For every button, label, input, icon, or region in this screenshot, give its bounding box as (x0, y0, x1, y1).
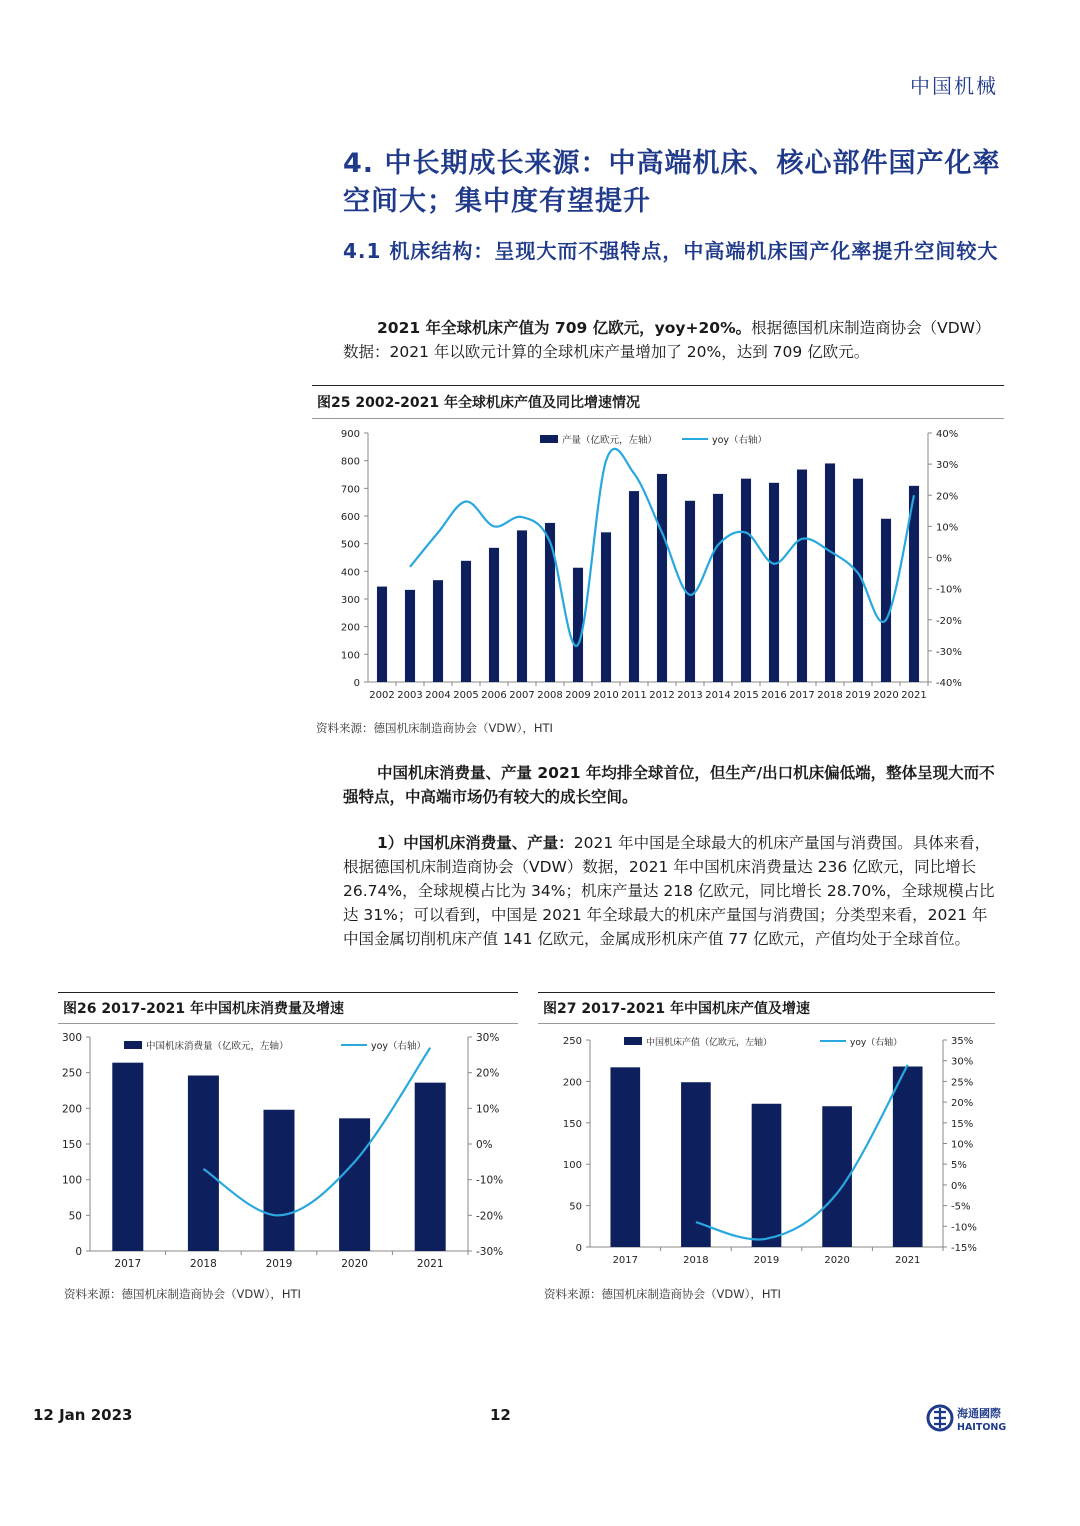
x-tick-label: 2019 (845, 690, 871, 701)
right-tick-label: 5% (951, 1160, 967, 1172)
x-tick-label: 2021 (894, 1255, 921, 1266)
right-tick-label: -30% (936, 646, 962, 658)
haitong-logo (925, 1400, 1015, 1436)
paragraph-lead: 2021 年全球机床产值为 709 亿欧元，yoy+20%。 (377, 319, 752, 337)
bar-2007 (517, 530, 527, 682)
right-tick-label: 40% (936, 429, 959, 440)
left-tick-label: 200 (61, 1103, 82, 1116)
right-tick-label: 0% (476, 1139, 493, 1151)
right-tick-label: 25% (951, 1077, 974, 1089)
x-tick-label: 2020 (341, 1258, 368, 1270)
right-tick-label: 30% (936, 460, 959, 472)
figure-25-source: 资料来源：德国机床制造商协会（VDW），HTI (316, 721, 553, 735)
bar-2004 (433, 580, 443, 682)
legend-bar-swatch (540, 435, 558, 443)
figure-26-title-bar (58, 992, 518, 1024)
x-tick-label: 2020 (873, 690, 899, 701)
bar-2020 (881, 519, 891, 682)
report-category: 中国机械 (910, 74, 998, 98)
paragraph-lead: 1）中国机床消费量、产量： (377, 834, 574, 852)
x-tick-label: 2021 (901, 690, 927, 701)
x-tick-label: 2002 (369, 690, 395, 701)
legend-bar-swatch (124, 1041, 142, 1049)
x-tick-label: 2020 (824, 1255, 850, 1266)
left-tick-label: 700 (340, 484, 360, 496)
figure-26-chart (58, 1024, 518, 1276)
right-tick-label: -10% (476, 1174, 504, 1187)
left-tick-label: 50 (68, 1210, 82, 1223)
legend-line-label: yoy（右轴） (712, 435, 768, 446)
right-tick-label: -10% (936, 584, 962, 596)
page-number: 12 (490, 1406, 511, 1424)
left-tick-label: 800 (340, 456, 360, 468)
right-tick-label: 35% (951, 1036, 974, 1047)
left-tick-label: 50 (569, 1201, 582, 1213)
legend-bar-label: 中国机床产值（亿欧元，左轴） (646, 1038, 773, 1048)
x-tick-label: 2005 (453, 690, 479, 701)
x-tick-label: 2021 (416, 1258, 444, 1270)
bar-2015 (741, 479, 751, 682)
figure-26-source: 资料来源：德国机床制造商协会（VDW），HTI (64, 1287, 301, 1301)
left-tick-label: 100 (340, 650, 360, 662)
right-tick-label: 30% (476, 1032, 500, 1044)
left-tick-label: 300 (61, 1032, 82, 1044)
x-tick-label: 2009 (565, 690, 591, 701)
paragraph-china-ranking (343, 761, 1003, 809)
left-tick-label: 400 (340, 567, 360, 579)
x-tick-label: 2018 (190, 1258, 217, 1270)
bar-2018 (188, 1076, 219, 1251)
legend-line-label: yoy（右轴） (850, 1038, 903, 1048)
legend-bar-label: 中国机床消费量（亿欧元，左轴） (146, 1041, 289, 1052)
right-tick-label: 20% (951, 1098, 974, 1110)
x-tick-label: 2007 (509, 690, 535, 701)
bar-2017 (112, 1063, 143, 1251)
x-tick-label: 2017 (114, 1258, 142, 1270)
paragraph-body: 2021 年中国是全球最大的机床产量国与消费国。具体来看，根据德国机床制造商协会（VDW）数据，2021 年中国机床消费量达 236 亿欧元，同比增长 26.74%，全球规模占比为 34%；机床产量达 218 亿欧元，同比增长 28.70%，全球规模占比达 31%；可以看到，中国是 2021 年全球最大的机床产量国与消费国；分类型来看，2021 年中国金属切削机床产值 141 亿欧元，金属成形机床产值 77 亿欧元，产值均处于全球首位。 (343, 834, 995, 948)
left-tick-label: 900 (340, 429, 360, 440)
right-tick-label: 10% (476, 1103, 500, 1116)
paragraph-china-detail (343, 831, 1003, 951)
bar-2006 (489, 548, 499, 682)
right-tick-label: 30% (951, 1056, 974, 1068)
x-tick-label: 2006 (481, 690, 507, 701)
right-tick-label: 20% (936, 491, 959, 503)
left-tick-label: 200 (340, 622, 360, 634)
paragraph-lead: 中国机床消费量、产量 2021 年均排全球首位，但生产/出口机床偏低端，整体呈现大而不强特点，中高端市场仍有较大的成长空间。 (343, 764, 995, 806)
x-tick-label: 2018 (817, 690, 843, 701)
x-tick-label: 2017 (612, 1255, 639, 1266)
right-tick-label: -40% (936, 678, 962, 689)
right-tick-label: -20% (476, 1210, 504, 1223)
left-tick-label: 100 (562, 1160, 582, 1172)
x-tick-label: 2016 (761, 690, 787, 701)
left-tick-label: 0 (353, 678, 360, 689)
bar-2019 (752, 1104, 782, 1247)
legend-bar-swatch (624, 1037, 642, 1045)
paragraph-body: 根据德国机床制造商协会（VDW）数据：2021 年以欧元计算的全球机床产量增加了 20%，达到 709 亿欧元。 (343, 319, 991, 361)
legend-bar-label: 产量（亿欧元，左轴） (562, 435, 658, 446)
paragraph-global-output (343, 316, 1003, 364)
svg-text:海通國際: 海通國際 (957, 1407, 1001, 1420)
x-tick-label: 2013 (677, 690, 703, 701)
figure-25-chart (312, 420, 1004, 710)
left-tick-label: 150 (61, 1139, 82, 1151)
left-tick-label: 250 (61, 1067, 82, 1080)
bar-2019 (264, 1110, 295, 1251)
bar-2016 (769, 483, 779, 682)
left-tick-label: 100 (61, 1174, 82, 1187)
x-tick-label: 2010 (593, 690, 619, 701)
right-tick-label: 10% (936, 522, 959, 534)
svg-text:HAITONG: HAITONG (957, 1422, 1007, 1433)
x-tick-label: 2015 (733, 690, 759, 701)
left-tick-label: 0 (575, 1243, 582, 1254)
figure-25-title: 图25 2002-2021 年全球机床产值及同比增速情况 (317, 395, 640, 411)
x-tick-label: 2018 (683, 1255, 709, 1266)
bar-2008 (545, 523, 555, 682)
left-tick-label: 600 (340, 512, 360, 523)
right-tick-label: 0% (936, 553, 952, 565)
right-tick-label: 20% (476, 1067, 500, 1080)
figure-26-title: 图26 2017-2021 年中国机床消费量及增速 (63, 1001, 344, 1017)
figure-27-title: 图27 2017-2021 年中国机床产值及增速 (543, 1001, 810, 1017)
bar-2021 (893, 1066, 923, 1247)
figure-25-title-bar (312, 385, 1004, 419)
bar-2009 (573, 568, 583, 682)
left-tick-label: 500 (340, 539, 360, 551)
left-tick-label: 0 (75, 1246, 82, 1258)
bar-2021 (415, 1083, 446, 1251)
footer-date: 12 Jan 2023 (33, 1406, 133, 1424)
bar-2012 (657, 474, 667, 682)
right-tick-label: -20% (936, 615, 962, 627)
section-heading: 4. 中长期成长来源：中高端机床、核心部件国产化率空间大；集中度有望提升 (343, 148, 1001, 217)
bar-2017 (797, 470, 807, 682)
x-tick-label: 2017 (789, 690, 815, 701)
figure-27-chart (538, 1024, 995, 1276)
x-tick-label: 2011 (621, 690, 647, 701)
right-tick-label: -5% (951, 1201, 971, 1213)
right-tick-label: 0% (951, 1180, 967, 1192)
bar-2014 (713, 494, 723, 682)
yoy-line (696, 1065, 908, 1240)
right-tick-label: -10% (951, 1222, 977, 1234)
bar-2010 (601, 532, 611, 682)
bar-2005 (461, 561, 471, 682)
x-tick-label: 2012 (649, 690, 675, 701)
subsection-heading: 4.1 机床结构：呈现大而不强特点，中高端机床国产化率提升空间较大 (343, 239, 999, 263)
yoy-line (203, 1048, 430, 1216)
right-tick-label: -30% (476, 1246, 504, 1258)
legend-line-label: yoy（右轴） (371, 1041, 427, 1052)
left-tick-label: 300 (340, 595, 360, 606)
bar-2020 (339, 1118, 370, 1251)
bar-2018 (825, 463, 835, 682)
bar-2017 (610, 1067, 640, 1247)
x-tick-label: 2004 (425, 690, 451, 701)
figure-27-source: 资料来源：德国机床制造商协会（VDW），HTI (544, 1287, 781, 1301)
left-tick-label: 150 (562, 1118, 582, 1130)
x-tick-label: 2003 (397, 690, 423, 701)
x-tick-label: 2019 (265, 1258, 293, 1270)
right-tick-label: 10% (951, 1139, 974, 1151)
figure-27-title-bar (538, 992, 995, 1024)
x-tick-label: 2019 (753, 1255, 780, 1266)
bar-2011 (629, 491, 639, 682)
left-tick-label: 200 (562, 1077, 582, 1089)
left-tick-label: 250 (562, 1036, 582, 1047)
right-tick-label: 15% (951, 1118, 974, 1130)
x-tick-label: 2008 (537, 690, 563, 701)
bar-2002 (377, 587, 387, 682)
right-tick-label: -15% (951, 1243, 977, 1254)
bar-2003 (405, 590, 415, 682)
x-tick-label: 2014 (705, 690, 731, 701)
